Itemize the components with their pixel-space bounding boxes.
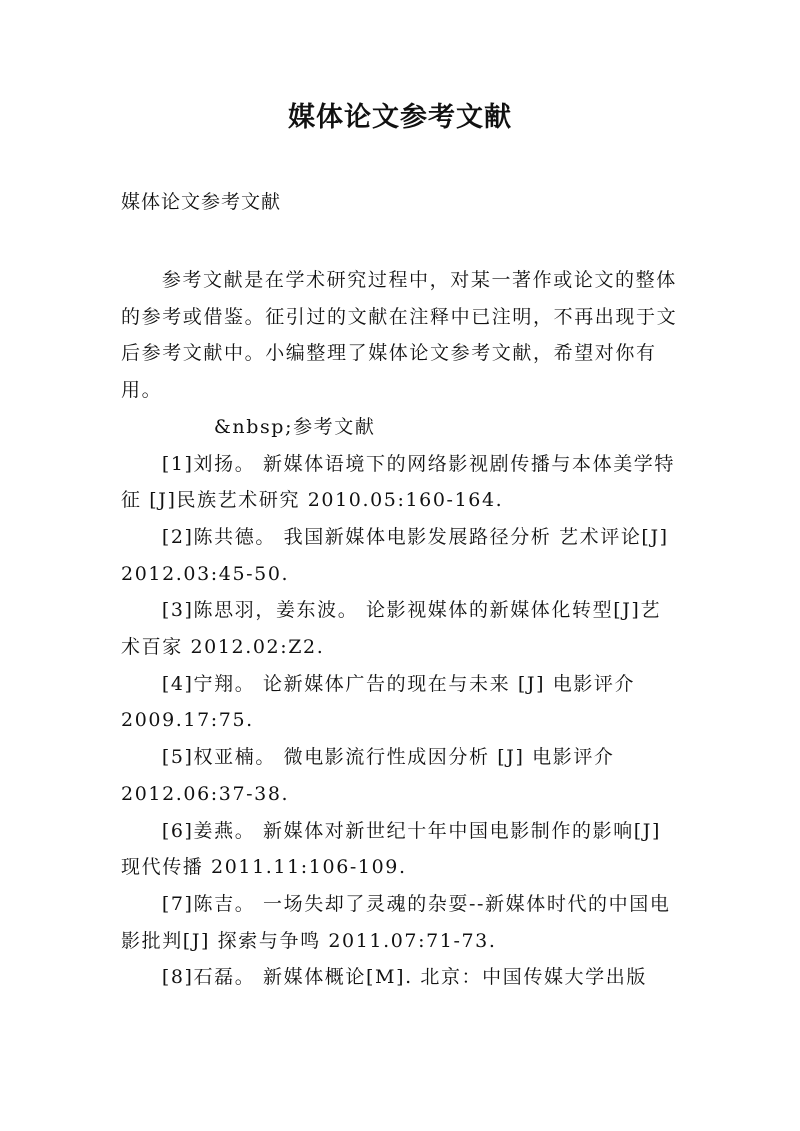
reference-item-2: [2]陈共德。 我国新媒体电影发展路径分析 艺术评论[J] 2012.03:45-50. [121, 525, 669, 585]
page-title: 媒体论文参考文献 [288, 102, 512, 133]
reference-item-3: [3]陈思羽，姜东波。 论影视媒体的新媒体化转型[J]艺术百家 2012.02:Z2. [121, 599, 662, 659]
reference-item-4: [4]宁翔。 论新媒体广告的现在与未来 [J] 电影评介2009.17:75. [121, 672, 636, 732]
intro-paragraph: 参考文献是在学术研究过程中，对某一著作或论文的整体的参考或借鉴。征引过的文献在注释中已注明，不再出现于文后参考文献中。小编整理了媒体论文参考文献，希望对你有用。 [121, 269, 678, 402]
document-subtitle: 媒体论文参考文献 [121, 191, 282, 213]
reference-item-5: [5]权亚楠。 微电影流行性成因分析 [J] 电影评介2012.06:37-38. [121, 746, 615, 805]
references-heading: &nbsp;参考文献 [213, 415, 376, 438]
reference-item-7: [7]陈吉。 一场失却了灵魂的杂耍--新媒体时代的中国电影批判[J] 探索与争鸣 2011.07:71-73. [121, 892, 671, 952]
document-body [121, 262, 681, 996]
reference-item-6: [6]姜燕。 新媒体对新世纪十年中国电影制作的影响[J] 现代传播 2011.11:106-109. [121, 819, 662, 879]
reference-item-1: [1]刘扬。 新媒体语境下的网络影视剧传播与本体美学特征 [J]民族艺术研究 2010.05:160-164. [121, 452, 675, 512]
reference-item-8: [8]石磊。 新媒体概论[M]. 北京：中国传媒大学出版 [161, 966, 647, 989]
